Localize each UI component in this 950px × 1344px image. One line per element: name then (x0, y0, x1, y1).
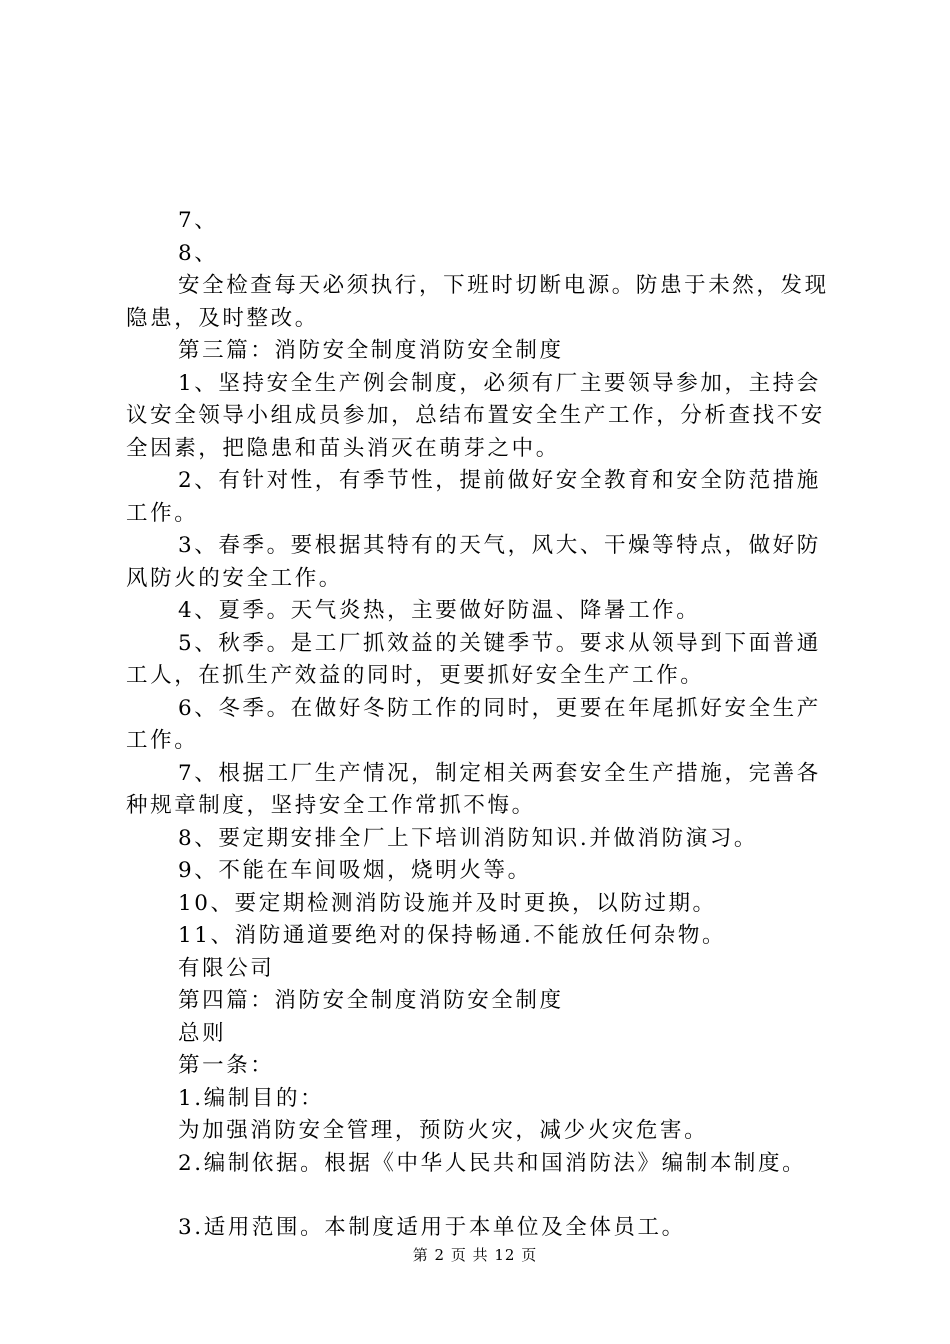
paragraph: 1.编制目的： (178, 1085, 325, 1111)
paragraph: 第四篇：消防安全制度消防安全制度 (178, 988, 564, 1013)
paragraph: 2.编制依据。根据《中华人民共和国消防法》编制本制度。 (178, 1150, 807, 1176)
page-footer: 第 2 页 共 12 页 (412, 1246, 538, 1264)
paragraph: 为加强消防安全管理，预防火灾，减少火灾危害。 (178, 1118, 709, 1143)
paragraph: 3.适用范围。本制度适用于本单位及全体员工。 (178, 1215, 686, 1240)
paragraph: 5、秋季。是工厂抓效益的关键季节。要求从领导到下面普通工人，在抓生产效益的同时，更要抓好安全生产工作。 (126, 630, 821, 688)
paragraph: 4、夏季。天气炎热，主要做好防温、降暑工作。 (178, 598, 701, 623)
paragraph: 第三篇：消防安全制度消防安全制度 (178, 338, 564, 363)
paragraph: 8、要定期安排全厂上下培训消防知识.并做消防演习。 (178, 825, 759, 851)
paragraph-spacer (126, 1180, 840, 1212)
paragraph: 安全检查每天必须执行，下班时切断电源。防患于未然，发现隐患，及时整改。 (126, 273, 829, 331)
paragraph: 8、 (178, 240, 219, 266)
document-body (126, 205, 840, 1245)
paragraph: 7、根据工厂生产情况，制定相关两套安全生产措施，完善各种规章制度，坚持安全工作常抓不悔。 (126, 760, 821, 818)
paragraph: 6、冬季。在做好冬防工作的同时，更要在年尾抓好安全生产工作。 (126, 695, 821, 753)
paragraph: 11、消防通道要绝对的保持畅通.不能放任何杂物。 (178, 923, 727, 948)
paragraph: 第一条： (178, 1053, 275, 1078)
paragraph: 2、有针对性，有季节性，提前做好安全教育和安全防范措施工作。 (126, 468, 821, 526)
paragraph: 3、春季。要根据其特有的天气，风大、干燥等特点，做好防风防火的安全工作。 (126, 533, 821, 591)
paragraph: 总则 (178, 1020, 227, 1046)
paragraph: 9、不能在车间吸烟，烧明火等。 (178, 858, 532, 883)
paragraph: 有限公司 (178, 955, 275, 981)
paragraph: 1、坚持安全生产例会制度，必须有厂主要领导参加，主持会议安全领导小组成员参加，总结布置安全生产工作，分析查找不安全因素，把隐患和苗头消灭在萌芽之中。 (126, 370, 825, 461)
paragraph: 7、 (178, 208, 219, 233)
paragraph: 10、要定期检测消防设施并及时更换，以防过期。 (178, 890, 717, 916)
